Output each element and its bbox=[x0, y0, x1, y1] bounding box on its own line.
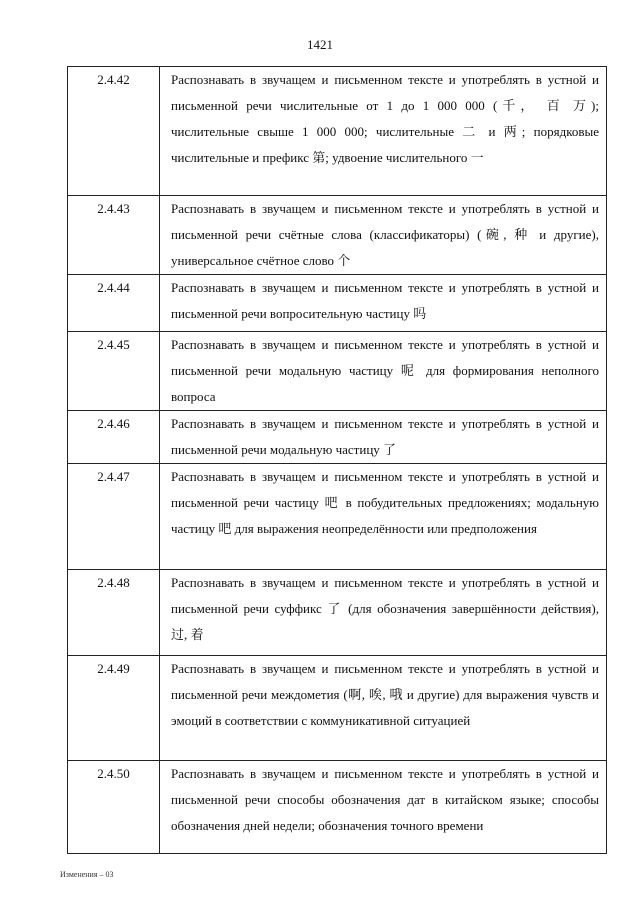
row-code: 2.4.47 bbox=[68, 464, 160, 570]
row-description: Распознавать в звучащем и письменном тексте и употреблять в устной и письменной речи счётные слова (классификаторы) (碗, 种 и другие), универсальное счётное слово 个 bbox=[160, 196, 607, 275]
revision-footer: Изменения – 03 bbox=[60, 870, 114, 879]
row-description: Распознавать в звучащем и письменном тексте и употреблять в устной и письменной речи вопросительную частицу 吗 bbox=[160, 275, 607, 332]
table-row bbox=[68, 332, 607, 411]
table-row bbox=[68, 570, 607, 656]
table-row bbox=[68, 464, 607, 570]
row-description: Распознавать в звучащем и письменном тексте и употреблять в устной и письменной речи способы обозначения дат в китайском языке; способы обозначения дней недели; обозначения точного времени bbox=[160, 761, 607, 854]
row-code: 2.4.46 bbox=[68, 411, 160, 464]
table-row bbox=[68, 656, 607, 761]
row-description: Распознавать в звучащем и письменном тексте и употреблять в устной и письменной речи модальную частицу 呢 для формирования неполного вопроса bbox=[160, 332, 607, 411]
row-code: 2.4.50 bbox=[68, 761, 160, 854]
page-number: 1421 bbox=[307, 37, 333, 52]
row-description: Распознавать в звучащем и письменном тексте и употреблять в устной и письменной речи междометия (啊, 唉, 哦 и другие) для выражения чувств и эмоций в соответствии с коммуникативной ситуацией bbox=[160, 656, 607, 761]
row-code: 2.4.45 bbox=[68, 332, 160, 411]
row-code: 2.4.44 bbox=[68, 275, 160, 332]
row-code: 2.4.43 bbox=[68, 196, 160, 275]
table-row bbox=[68, 196, 607, 275]
row-description: Распознавать в звучащем и письменном тексте и употреблять в устной и письменной речи числительные от 1 до 1 000 000 (千， 百 万); числительные свыше 1 000 000; числительные 二 и 两; порядковые числительные и префикс 第; удвоение числительного 一 bbox=[160, 67, 607, 196]
requirements-table bbox=[67, 66, 607, 854]
table-row bbox=[68, 411, 607, 464]
row-code: 2.4.42 bbox=[68, 67, 160, 196]
table-row bbox=[68, 67, 607, 196]
row-description: Распознавать в звучащем и письменном тексте и употреблять в устной и письменной речи суффикс 了 (для обозначения завершённости действия), 过, 着 bbox=[160, 570, 607, 656]
row-code: 2.4.48 bbox=[68, 570, 160, 656]
row-description: Распознавать в звучащем и письменном тексте и употреблять в устной и письменной речи частицу 吧 в побудительных предложениях; модальную частицу 吧 для выражения неопределённости или предположения bbox=[160, 464, 607, 570]
table-row bbox=[68, 761, 607, 854]
row-code: 2.4.49 bbox=[68, 656, 160, 761]
row-description: Распознавать в звучащем и письменном тексте и употреблять в устной и письменной речи модальную частицу 了 bbox=[160, 411, 607, 464]
table-row bbox=[68, 275, 607, 332]
